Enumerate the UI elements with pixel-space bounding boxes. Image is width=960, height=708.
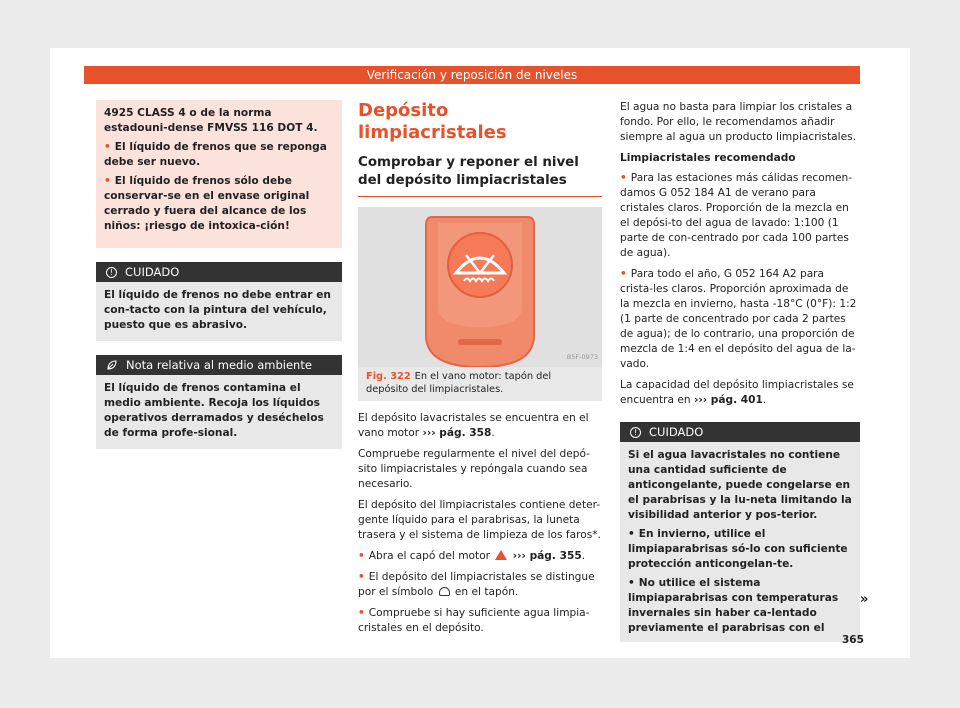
column-left bbox=[96, 100, 342, 449]
paragraph: La capacidad del depósito limpiacristales se encuentra en ››› pág. 401. bbox=[620, 379, 854, 406]
caution-text: El líquido de frenos no debe entrar en con-tacto con la pintura del vehículo, puesto que es abrasivo. bbox=[96, 282, 342, 341]
bullet-icon: • bbox=[104, 141, 111, 153]
caution-item: • No utilice el sistema limpiaparabrisas con temperaturas invernales sin haber ca-lentado previamente el parabrisas con el bbox=[628, 577, 839, 634]
column-right bbox=[620, 100, 860, 642]
list-item: • Para las estaciones más cálidas recomen-damos G 052 184 A1 de verano para cristales claros. Proporción de la mezcla en el depósi-to del agua de lavado: 1:100 (1 parte de con-centrado por cada 100 partes de agua). bbox=[620, 172, 853, 259]
column-middle bbox=[358, 100, 602, 642]
paragraph: El agua no basta para limpiar los cristales a fondo. Por ello, le recomendamos añadir siempre al agua un producto limpiacristales. bbox=[620, 101, 857, 143]
environment-text: El líquido de frenos contamina el medio ambiente. Recoja los líquidos operativos derramados y deséchelos de forma profe-sional. bbox=[96, 375, 342, 449]
bullet-icon: • bbox=[628, 528, 635, 540]
paragraph: El depósito del limpiacristales contiene deter-gente líquido para el parabrisas, la luneta trasera y el sistema de limpieza de los faros*. bbox=[358, 499, 601, 541]
page-number: 365 bbox=[842, 634, 864, 646]
caution-item: • En invierno, utilice el limpiaparabrisas só-lo con suficiente protección anticongelan-te. bbox=[628, 528, 848, 570]
subheading: Limpiacristales recomendado bbox=[620, 152, 796, 164]
list-item: • Para todo el año, G 052 164 A2 para crista-les claros. Proporción aproximada de la mezcla en invierno, hasta -18°C (0°F): 1:2 (1 parte de concentrado por cada 2 partes de agua); de lo contrario, una proporción de mezcla de 1:4 en el depósito del agua de la-vado. bbox=[620, 268, 857, 370]
info-circle-icon: ! bbox=[630, 427, 641, 438]
section-header: Verificación y reposición de niveles bbox=[84, 66, 860, 84]
figure-caption: Fig. 322 En el vano motor: tapón del depósito del limpiacristales. bbox=[358, 367, 602, 401]
caution-header: ! CUIDADO bbox=[620, 422, 860, 442]
info-circle-icon: ! bbox=[106, 267, 117, 278]
warning-continued-text: 4925 CLASS 4 o de la norma estadouni-dense FMVSS 116 DOT 4. bbox=[104, 107, 318, 134]
caution-header: ! CUIDADO bbox=[96, 262, 342, 282]
figure-washer-cap bbox=[358, 207, 602, 367]
caution-note bbox=[96, 262, 342, 341]
bullet-icon: • bbox=[620, 268, 627, 280]
leaf-icon bbox=[106, 359, 118, 371]
bullet-icon: • bbox=[628, 577, 635, 589]
environment-note bbox=[96, 355, 342, 449]
subsection-title: Comprobar y reponer el nivel del depósito limpiacristales bbox=[358, 154, 602, 197]
caution-note bbox=[620, 422, 860, 642]
paragraph: Compruebe regularmente el nivel del depó-sito limpiacristales y repóngala cuando sea necesario. bbox=[358, 448, 590, 490]
list-item: • El depósito del limpiacristales se distingue por el símbolo en el tapón. bbox=[358, 571, 595, 598]
washer-cap-image bbox=[358, 207, 602, 367]
section-title: Depósito limpiacristales bbox=[358, 100, 507, 143]
warning-triangle-icon bbox=[495, 550, 507, 560]
list-item: • Abra el capó del motor ››› pág. 355. bbox=[358, 550, 586, 562]
warning-item: • El líquido de frenos sólo debe conservar-se en el envase original cerrado y fuera del alcance de los niños: ¡riesgo de intoxica-ción! bbox=[104, 175, 310, 232]
figure-code: B5F-0973 bbox=[566, 353, 598, 361]
warning-box bbox=[96, 100, 342, 248]
warning-item: • El líquido de frenos que se reponga debe ser nuevo. bbox=[104, 141, 327, 168]
caution-body bbox=[620, 442, 860, 642]
caution-intro: Si el agua lavacristales no contiene una cantidad suficiente de anticongelante, puede congelarse en el parabrisas y la lu-neta limitando la visibilidad anterior y pos-terior. bbox=[628, 449, 852, 521]
continue-mark: » bbox=[860, 592, 869, 607]
page-reference-link[interactable]: ››› pág. 355 bbox=[512, 550, 582, 562]
bullet-icon: • bbox=[358, 607, 365, 619]
bullet-icon: • bbox=[358, 550, 365, 562]
page-reference-link[interactable]: ››› pág. 358 bbox=[422, 427, 492, 439]
bullet-icon: • bbox=[358, 571, 365, 583]
list-item: • Compruebe si hay suficiente agua limpia-cristales en el depósito. bbox=[358, 607, 590, 634]
environment-header: Nota relativa al medio ambiente bbox=[96, 355, 342, 375]
bullet-icon: • bbox=[104, 175, 111, 187]
bullet-icon: • bbox=[620, 172, 627, 184]
washer-symbol-icon bbox=[439, 587, 450, 596]
page-reference-link[interactable]: ››› pág. 401 bbox=[693, 394, 763, 406]
paragraph: El depósito lavacristales se encuentra en el vano motor ››› pág. 358. bbox=[358, 412, 589, 439]
